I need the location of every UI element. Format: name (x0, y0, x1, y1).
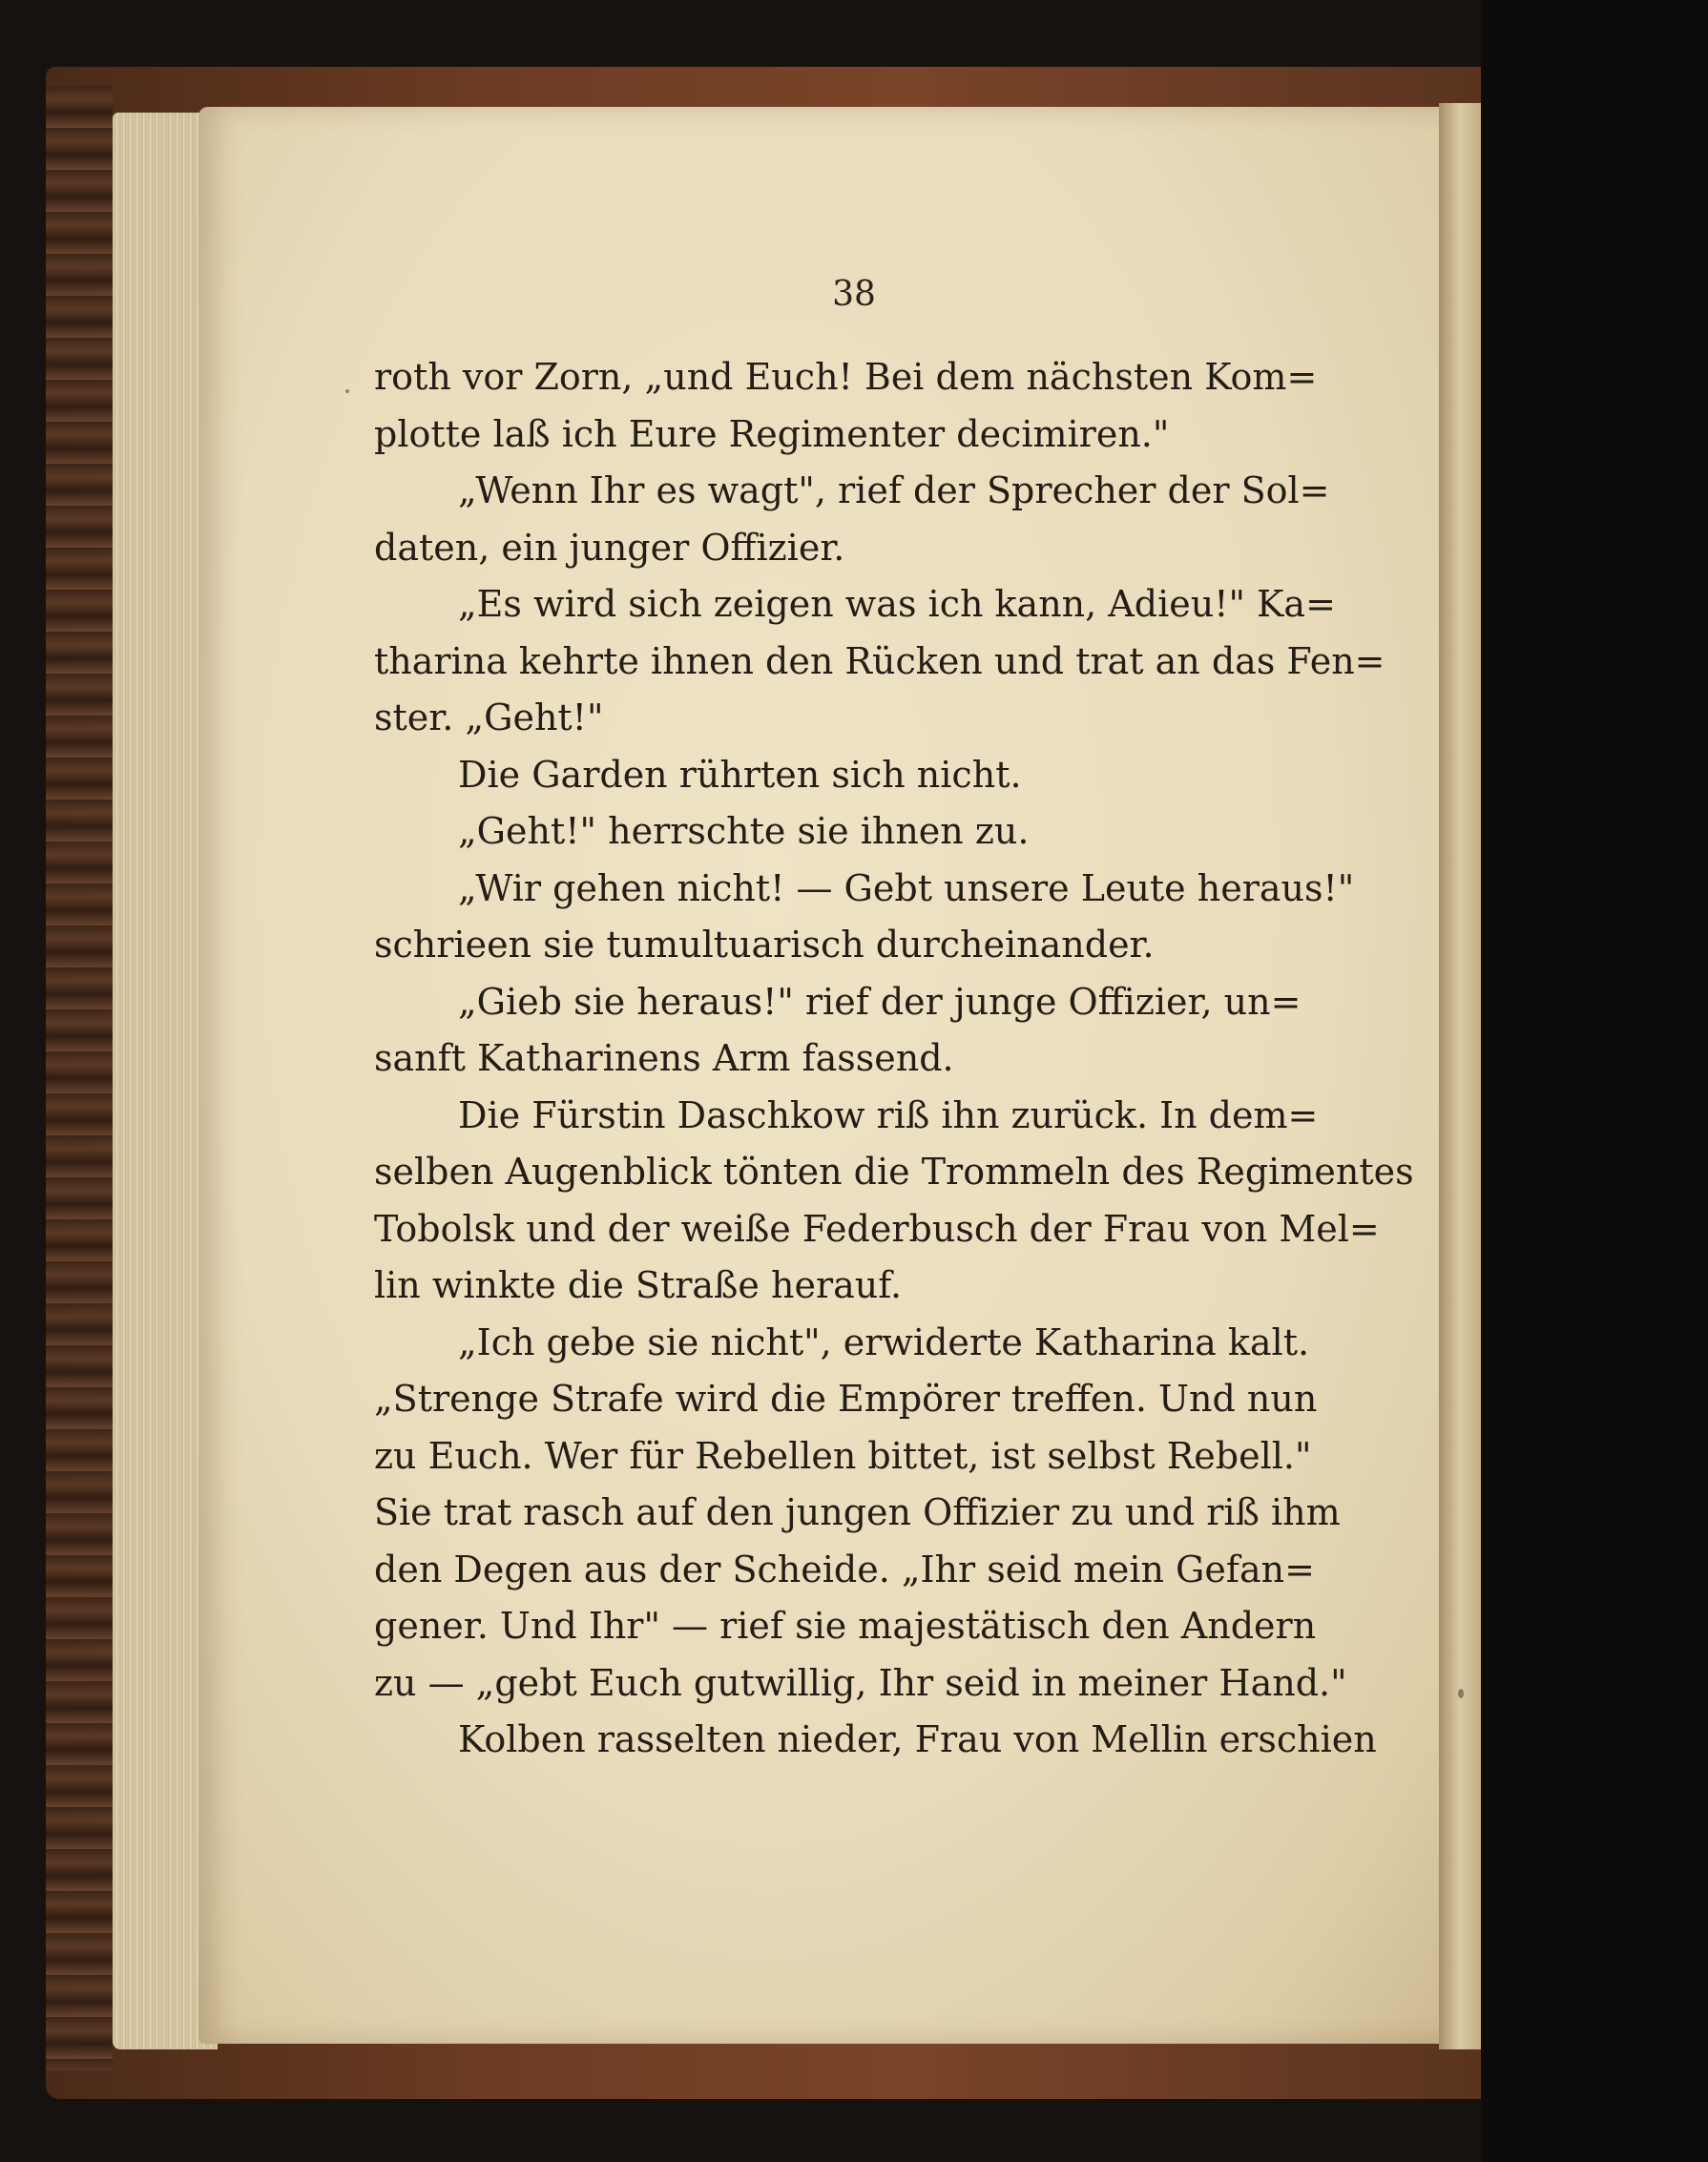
page-speck (345, 389, 349, 393)
text-line: „Wir gehen nicht! — Gebt unsere Leute heraus!" (458, 866, 1355, 909)
text-line: lin winkte die Straße herauf. (374, 1264, 903, 1306)
text-line: ster. „Geht!" (374, 696, 604, 738)
text-line: schrieen sie tumultuarisch durcheinander. (374, 924, 1155, 966)
text-line: plotte laß ich Eure Regimenter decimiren." (374, 412, 1170, 455)
text-line: „Ich gebe sie nicht", erwiderte Katharina kalt. (458, 1320, 1310, 1363)
text-line: roth vor Zorn, „und Euch! Bei dem nächsten Kom= (374, 356, 1318, 398)
text-line: „Geht!" herrschte sie ihnen zu. (458, 810, 1030, 852)
text-line: „Wenn Ihr es wagt", rief der Sprecher der Sol= (458, 469, 1330, 511)
text-line: den Degen aus der Scheide. „Ihr seid mein Gefan= (374, 1548, 1315, 1590)
text-line: zu Euch. Wer für Rebellen bittet, ist selbst Rebell." (374, 1434, 1312, 1477)
text-line: tharina kehrte ihnen den Rücken und trat an das Fen= (374, 639, 1385, 682)
text-line: gener. Und Ihr" — rief sie majestätisch den Andern (374, 1605, 1317, 1647)
text-line: „Es wird sich zeigen was ich kann, Adieu!" Ka= (458, 583, 1336, 625)
text-line: Die Garden rührten sich nicht. (458, 753, 1022, 796)
body-text (374, 349, 1414, 1769)
text-line: Sie trat rasch auf den jungen Offizier zu und riß ihm (374, 1491, 1341, 1533)
book-spine (46, 86, 113, 2070)
page-gutter (1439, 103, 1481, 2049)
text-line: sanft Katharinens Arm fassend. (374, 1037, 954, 1079)
text-line: daten, ein junger Offizier. (374, 526, 845, 569)
text-line: „Gieb sie heraus!" rief der junge Offizier, un= (458, 980, 1302, 1023)
page-number: 38 (832, 275, 876, 314)
text-line: Die Fürstin Daschkow riß ihn zurück. In dem= (458, 1093, 1319, 1136)
text-line: zu — „gebt Euch gutwillig, Ihr seid in meiner Hand." (374, 1661, 1347, 1704)
text-line: Kolben rasselten nieder, Frau von Mellin erschien (458, 1718, 1377, 1760)
text-line: selben Augenblick tönten die Trommeln des Regimentes (374, 1151, 1414, 1193)
page-speck (1458, 1689, 1464, 1698)
text-line: „Strenge Strafe wird die Empörer treffen. Und nun (374, 1378, 1318, 1420)
text-line: Tobolsk und der weiße Federbusch der Frau von Mel= (374, 1207, 1380, 1250)
